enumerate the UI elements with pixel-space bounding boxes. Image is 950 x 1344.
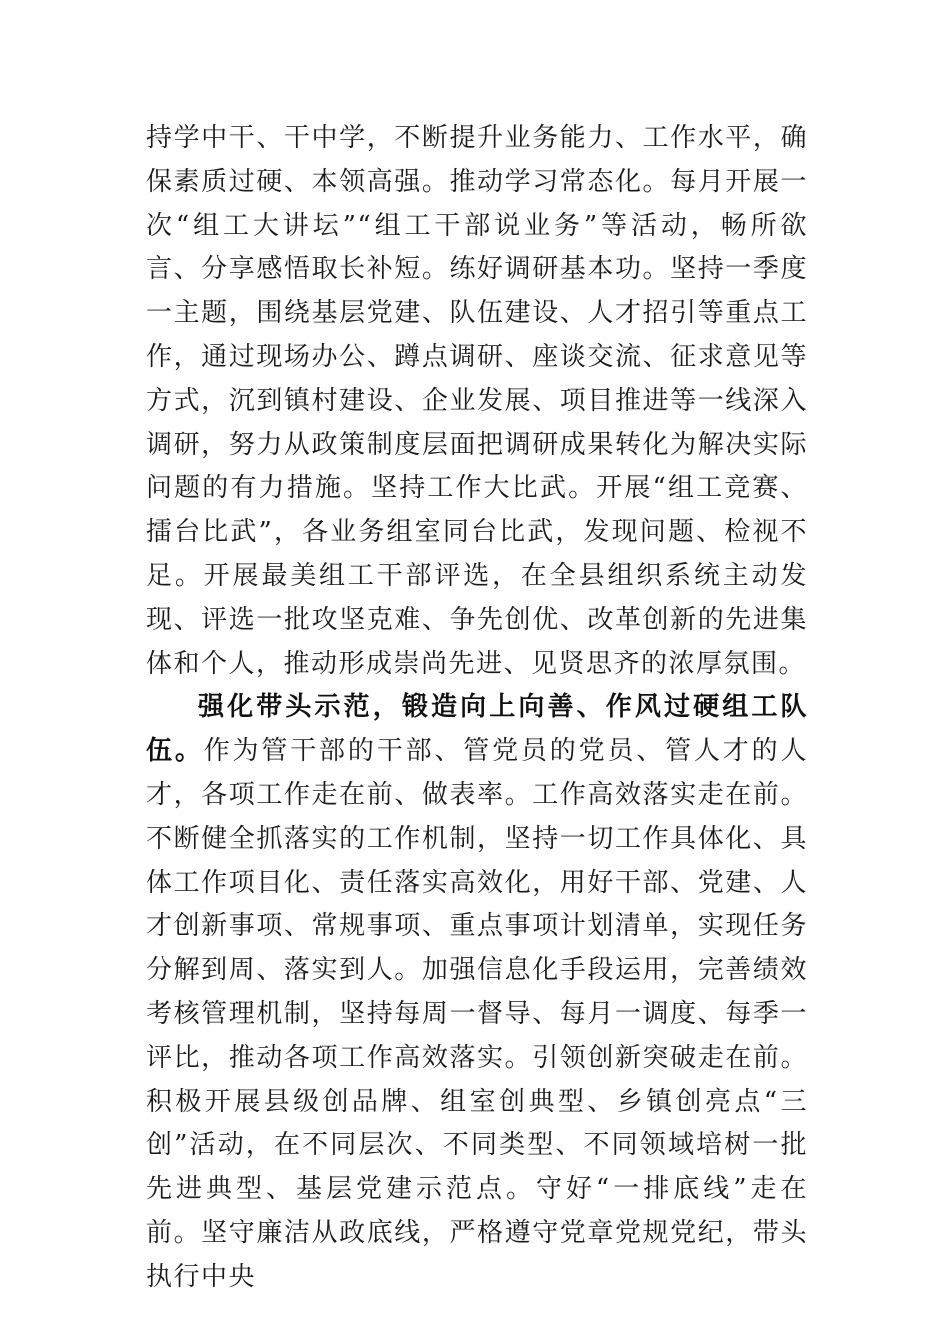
paragraph-1-text: 持学中干、干中学，不断提升业务能力、工作水平，确保素质过硬、本领高强。推动学习常态化。每月开展一次“组工大讲坛”“组工干部说业务”等活动，畅所欲言、分享感悟取长补短。练好调研基本功。坚持一季度一主题，围绕基层党建、队伍建设、人才招引等重点工作，通过现场办公、蹲点调研、座谈交流、征求意见等方式，沉到镇村建设、企业发展、项目推进等一线深入调研，努力从政策制度层面把调研成果转化为解决实际问题的有力措施。坚持工作大比武。开展“组工竞赛、擂台比武”，各业务组室同台比武，发现问题、检视不足。开展最美组工干部评选，在全县组织系统主动发现、评选一批攻坚克难、争先创优、改革创新的先进集体和个人，推动形成崇尚先进、见贤思齐的浓厚氛围。 [146, 123, 808, 679]
document-body [146, 117, 808, 1300]
paragraph-1 [146, 117, 808, 686]
paragraph-2-text: 作为管干部的干部、管党员的党员、管人才的人才，各项工作走在前、做表率。工作高效落实走在前。不断健全抓落实的工作机制，坚持一切工作具体化、具体工作项目化、责任落实高效化，用好干部、党建、人才创新事项、常规事项、重点事项计划清单，实现任务分解到周、落实到人。加强信息化手段运用，完善绩效考核管理机制，坚持每周一督导、每月一调度、每季一评比，推动各项工作高效落实。引领创新突破走在前。积极开展县级创品牌、组室创典型、乡镇创亮点“三创”活动，在不同层次、不同类型、不同领域培树一批先进典型、基层党建示范点。守好“一排底线”走在前。坚守廉洁从政底线，严格遵守党章党规党纪，带头执行中央 [146, 736, 808, 1292]
paragraph-2-heading: 强化带头示范，锻造向上向善、作风过硬组工队伍。 [146, 692, 808, 767]
paragraph-2 [146, 686, 808, 1299]
